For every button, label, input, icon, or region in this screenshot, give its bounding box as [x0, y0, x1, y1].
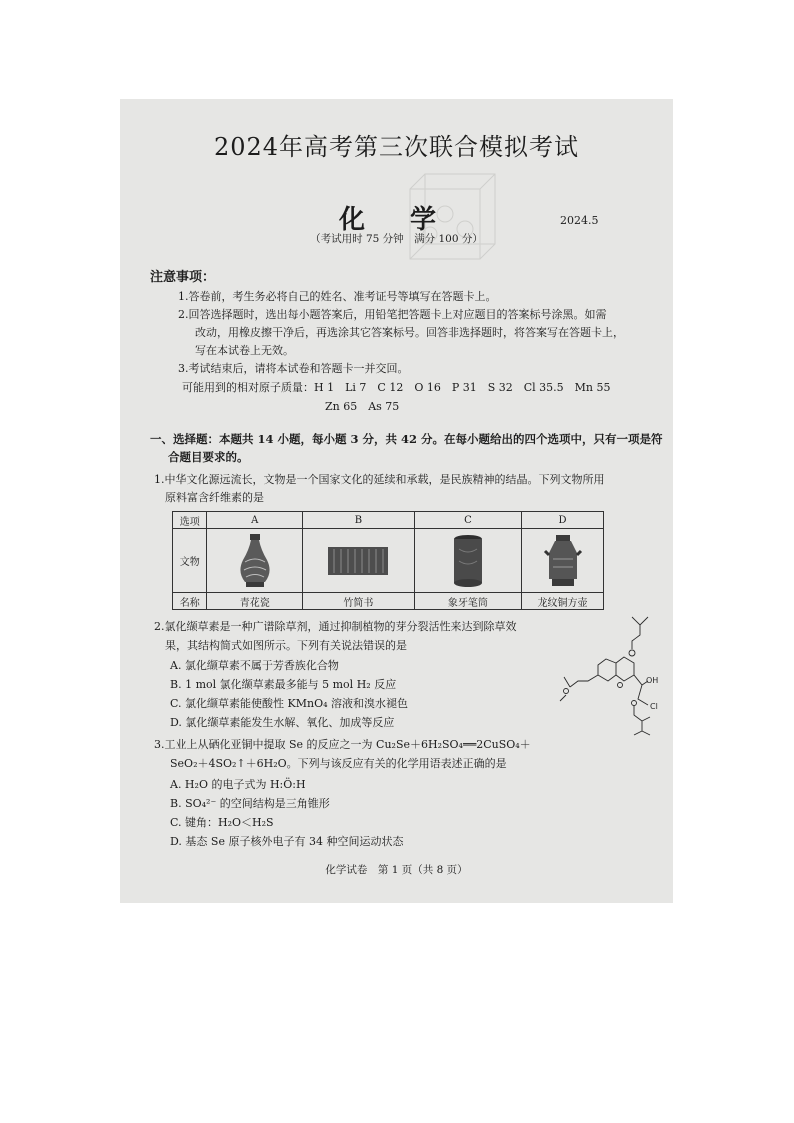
- section-heading: 一、选择题：本题共 14 小题，每小题 3 分，共 42 分。在每小题给出的四个选项中，只有一项是符: [150, 432, 663, 446]
- atomic-mass-line: Zn 65 As 75: [325, 400, 400, 413]
- relic-cell-d: [522, 529, 604, 593]
- q3-option: B. SO₄²⁻ 的空间结构是三角锥形: [170, 797, 330, 810]
- q2-stem: 果，其结构简式如图所示。下列有关说法错误的是: [165, 639, 407, 652]
- subject-title: 化 学: [338, 205, 455, 235]
- exam-date: 2024.5: [560, 214, 599, 227]
- atomic-mass-line: 可能用到的相对原子质量：H 1 Li 7 C 12 O 16 P 31 S 32 Cl 35.5 Mn 55: [182, 381, 611, 394]
- option-label: B: [303, 512, 415, 529]
- table-row-label: 选项: [173, 512, 207, 529]
- notice-heading: 注意事项：: [150, 270, 216, 285]
- ivory-brush-pot-icon: [451, 533, 485, 589]
- q2-option: B. 1 mol 氯化缬草素最多能与 5 mol H₂ 反应: [170, 678, 397, 691]
- table-row-label: 名称: [173, 593, 207, 610]
- exam-page: [120, 99, 673, 903]
- exam-title: 2024年高考第三次联合模拟考试: [213, 133, 580, 161]
- q3-stem: SeO₂＋4SO₂↑＋6H₂O。下列与该反应有关的化学用语表述正确的是: [170, 757, 507, 770]
- porcelain-vase-icon: [235, 532, 275, 590]
- relic-cell-b: [303, 529, 415, 593]
- q3-option: D. 基态 Se 原子核外电子有 34 种空间运动状态: [170, 835, 404, 848]
- table-row-label: 文物: [173, 529, 207, 593]
- option-label: C: [414, 512, 521, 529]
- structure-label-cl: Cl: [650, 702, 658, 711]
- q2-stem: 2.氯化缬草素是一种广谱除草剂，通过抑制植物的芽分裂活性来达到除草效: [154, 620, 517, 633]
- notice-line: 1.答卷前，考生务必将自己的姓名、准考证号等填写在答题卡上。: [178, 290, 497, 303]
- notice-line: 改动，用橡皮擦干净后，再选涂其它答案标号。回答非选择题时，将答案写在答题卡上，: [195, 326, 624, 339]
- q2-option: C. 氯化缬草素能使酸性 KMnO₄ 溶液和溴水褪色: [170, 697, 409, 710]
- relic-cell-a: [207, 529, 303, 593]
- structure-label-oh: OH: [646, 676, 659, 685]
- chloro-valerate-structure-diagram: [554, 611, 664, 739]
- q1-stem: 1.中华文化源远流长，文物是一个国家文化的延续和承载，是民族精神的结晶。下列文物所用: [154, 473, 605, 486]
- q1-stem: 原料富含纤维素的是: [165, 491, 264, 504]
- notice-line: 2.回答选择题时，选出每小题答案后，用铅笔把答题卡上对应题目的答案标号涂黑。如需: [178, 308, 607, 321]
- option-label: A: [207, 512, 303, 529]
- notice-line: 3.考试结束后，请将本试卷和答题卡一并交回。: [178, 362, 409, 375]
- relic-cell-c: [414, 529, 521, 593]
- section-heading-cont: 合题目要求的。: [168, 450, 249, 464]
- relic-name: 竹简书: [303, 593, 415, 610]
- relic-name: 青花瓷: [207, 593, 303, 610]
- bamboo-slip-book-icon: [326, 545, 390, 577]
- notice-line: 写在本试卷上无效。: [195, 344, 294, 357]
- relic-name: 龙纹铜方壶: [522, 593, 604, 610]
- relic-name: 象牙笔筒: [414, 593, 521, 610]
- q3-stem: 3.工业上从硒化亚铜中提取 Se 的反应之一为 Cu₂Se＋6H₂SO₄══2CuSO₄＋: [154, 738, 531, 751]
- q3-option: A. H₂O 的电子式为 H:Ö:H: [170, 778, 306, 791]
- option-label: D: [522, 512, 604, 529]
- relics-table: [172, 511, 604, 610]
- q2-option: A. 氯化缬草素不属于芳香族化合物: [170, 659, 339, 672]
- q2-option: D. 氯化缬草素能发生水解、氧化、加成等反应: [170, 716, 395, 729]
- page-footer: 化学试卷 第 1 页（共 8 页）: [325, 864, 468, 876]
- exam-duration: （考试用时 75 分钟 满分 100 分）: [310, 233, 483, 245]
- q3-option: C. 键角：H₂O＜H₂S: [170, 816, 274, 829]
- bronze-square-pot-icon: [543, 533, 583, 589]
